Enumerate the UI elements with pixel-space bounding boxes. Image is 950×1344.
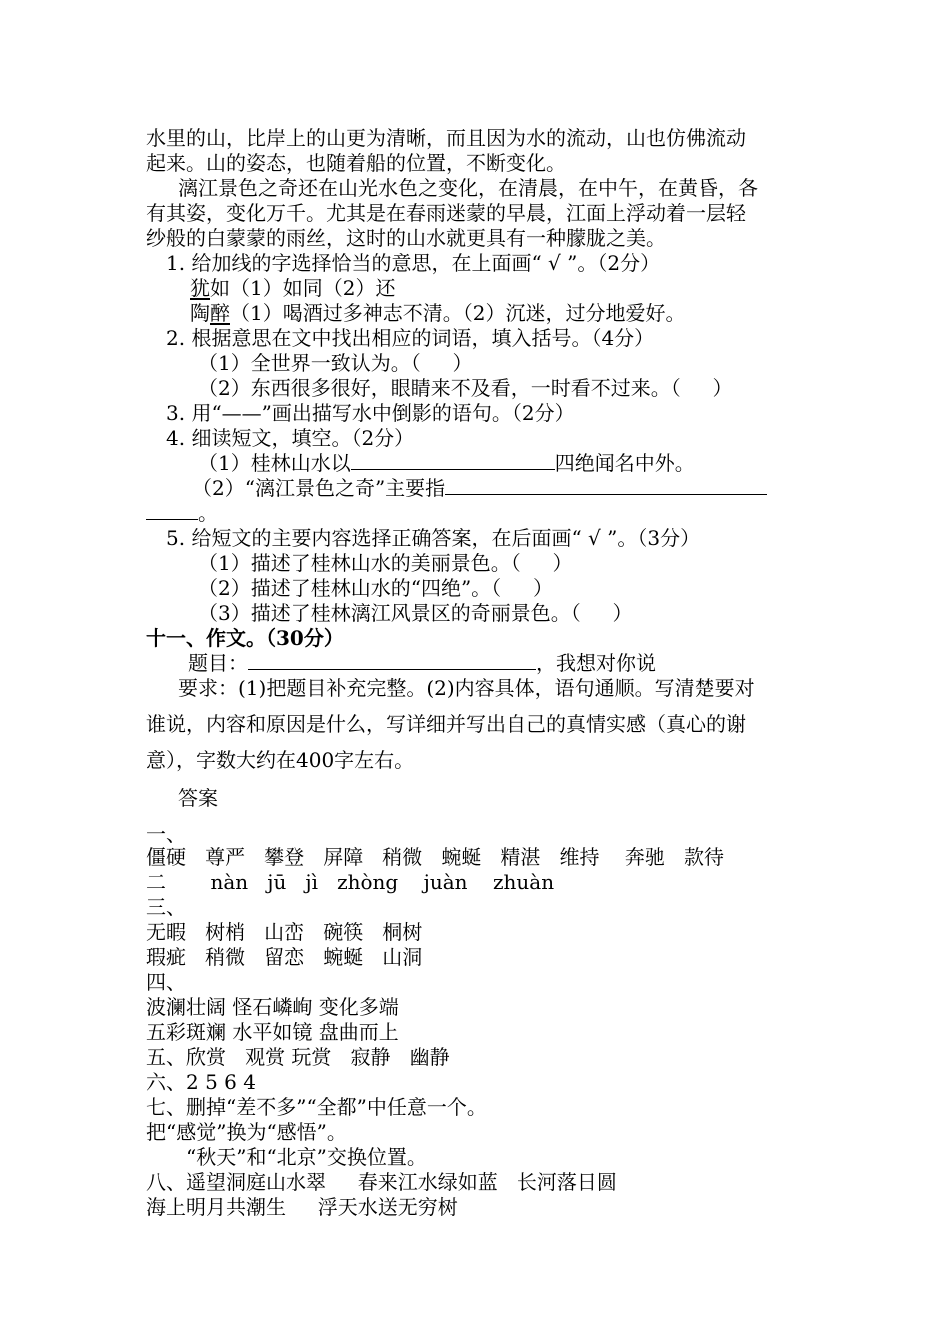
item-text: 陶	[190, 301, 210, 325]
topic-suffix: ，我想对你说	[536, 651, 656, 675]
question-4-item	[198, 451, 695, 475]
passage-line: 水里的山，比岸上的山更为清晰，而且因为水的流动，山也仿佛流动	[146, 126, 746, 150]
answer-section-label: 四、	[146, 970, 186, 994]
answer-line: “秋天”和“北京”交换位置。	[186, 1145, 427, 1169]
question-5-option: （2）描述了桂林山水的“四绝”。（ ）	[198, 576, 553, 600]
answer-blank[interactable]	[146, 501, 198, 520]
answer-line: 五、欣赏 观赏 玩赏 寂静 幽静	[146, 1045, 450, 1069]
answer-line: 八、遥望洞庭山水翠 春来江水绿如蓝 长河落日圆	[146, 1170, 617, 1194]
question-4-item	[192, 476, 767, 500]
answer-line: 七、删掉“差不多”“全都”中任意一个。	[146, 1095, 487, 1119]
answer-section-label: 一、	[146, 822, 186, 846]
answer-line: 把“感觉”换为“感悟”。	[146, 1120, 347, 1144]
question-5-option: （3）描述了桂林漓江风景区的奇丽景色。（ ）	[198, 601, 633, 625]
question-4-item-cont	[146, 501, 218, 525]
item-text: 如（1）如同（2）还	[210, 276, 396, 300]
answer-line: 五彩斑斓 水平如镜 盘曲而上	[146, 1020, 399, 1044]
underlined-char: 犹	[190, 276, 210, 300]
question-2: 2. 根据意思在文中找出相应的词语，填入括号。（4分）	[166, 326, 655, 350]
answer-line: 无暇 树梢 山峦 碗筷 桐树	[146, 920, 423, 944]
answer-blank[interactable]	[445, 476, 767, 495]
item-text: 。	[198, 501, 218, 525]
answer-line: 瑕疵 稍微 留恋 蜿蜒 山洞	[146, 945, 423, 969]
answer-line: 二 nàn jū jì zhòng juàn zhuàn	[146, 870, 555, 894]
item-text: 四绝闻名中外。	[554, 451, 695, 475]
question-4: 4. 细读短文，填空。（2分）	[166, 426, 415, 450]
answer-line: 僵硬 尊严 攀登 屏障 稍微 蜿蜒 精湛 维持 奔驰 款待	[146, 845, 725, 869]
question-2-item: （1）全世界一致认为。（ ）	[198, 351, 473, 375]
question-1: 1. 给加线的字选择恰当的意思，在上面画“ √ ”。（2分）	[166, 251, 661, 275]
answer-line: 六、2 5 6 4	[146, 1070, 256, 1094]
composition-requirement: 谁说，内容和原因是什么，写详细并写出自己的真情实感（真心的谢	[146, 712, 746, 736]
question-3: 3. 用“——”画出描写水中倒影的语句。（2分）	[166, 401, 575, 425]
passage-line: 纱般的白蒙蒙的雨丝，这时的山水就更具有一种朦胧之美。	[146, 226, 666, 250]
item-text: （2）“漓江景色之奇”主要指	[192, 476, 446, 500]
answer-blank[interactable]	[351, 451, 555, 470]
question-2-item: （2）东西很多很好，眼睛来不及看，一时看不过来。（ ）	[198, 376, 733, 400]
item-text: （1）喝酒过多神志不清。（2）沉迷，过分地爱好。	[230, 301, 686, 325]
question-5-option: （1）描述了桂林山水的美丽景色。（ ）	[198, 551, 573, 575]
question-5: 5. 给短文的主要内容选择正确答案，在后面画“ √ ”。（3分）	[166, 526, 701, 550]
question-1-item-b	[190, 301, 685, 325]
composition-heading: 十一、作文。（30分）	[146, 626, 344, 650]
composition-requirement: 要求：(1)把题目补充完整。(2)内容具体，语句通顺。写清楚要对	[178, 676, 755, 700]
topic-label: 题目：	[188, 651, 248, 675]
question-1-item-a	[190, 276, 395, 300]
answer-line: 波澜壮阔 怪石嶙峋 变化多端	[146, 995, 399, 1019]
underlined-char: 醉	[210, 301, 230, 325]
passage-line: 起来。山的姿态，也随着船的位置，不断变化。	[146, 151, 566, 175]
composition-topic	[188, 651, 656, 675]
topic-blank[interactable]	[248, 651, 536, 670]
item-text: （1）桂林山水以	[198, 451, 351, 475]
answers-title: 答案	[178, 786, 218, 810]
answer-section-label: 三、	[146, 895, 186, 919]
passage-line: 有其姿，变化万千。尤其是在春雨迷蒙的早晨，江面上浮动着一层轻	[146, 201, 746, 225]
passage-line: 漓江景色之奇还在山光水色之变化，在清晨，在中午，在黄昏，各	[178, 176, 758, 200]
composition-requirement: 意），字数大约在400字左右。	[146, 748, 415, 772]
answer-line: 海上明月共潮生 浮天水送无穷树	[146, 1195, 458, 1219]
